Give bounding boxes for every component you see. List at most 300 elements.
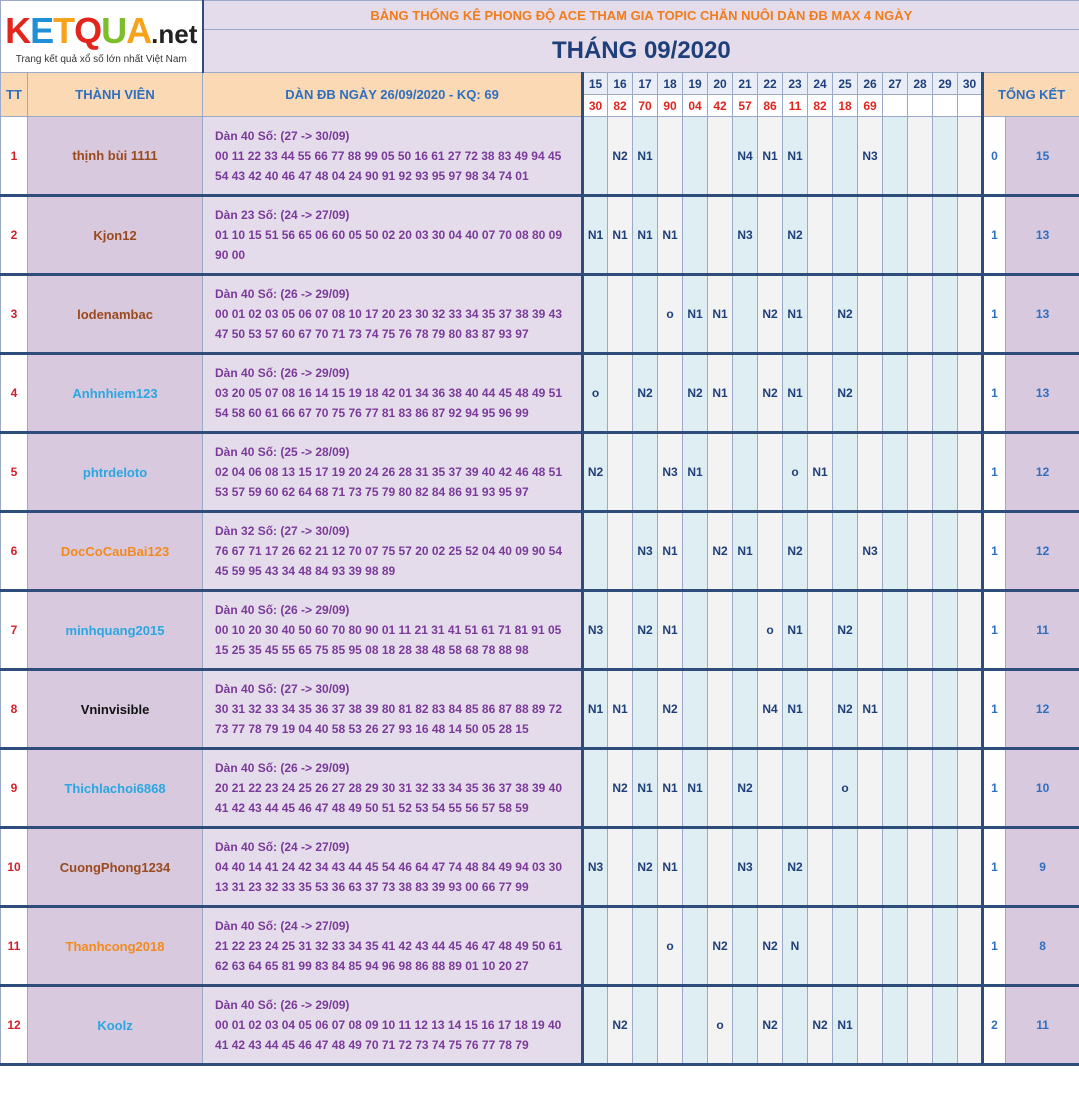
day-cell [658, 986, 683, 1065]
day-cell: N2 [583, 433, 608, 512]
day-result: 82 [808, 95, 833, 117]
day-cell: N1 [733, 512, 758, 591]
day-cell: N3 [733, 828, 758, 907]
day-cell [858, 828, 883, 907]
dan-line: 04 40 14 41 24 42 34 43 44 45 54 46 64 47 74 48 84 49 94 03 30 [215, 860, 562, 874]
day-cell [933, 196, 958, 275]
logo-letter: K [5, 10, 31, 51]
day-cell [883, 117, 908, 196]
day-cell [733, 907, 758, 986]
day-cell [908, 986, 933, 1065]
total-miss: 0 [983, 117, 1006, 196]
header-dan: DÀN ĐB NGÀY 26/09/2020 - KQ: 69 [203, 73, 583, 117]
total-miss: 1 [983, 907, 1006, 986]
table-row [1, 354, 1079, 433]
day-cell [833, 907, 858, 986]
day-cell [908, 433, 933, 512]
dan-line: 76 67 71 17 26 62 21 12 70 07 75 57 20 02 25 52 04 40 09 90 54 [215, 544, 562, 558]
day-cell [633, 907, 658, 986]
day-cell: N2 [783, 828, 808, 907]
table-row [1, 907, 1079, 986]
day-header: 21 [733, 73, 758, 95]
day-cell [858, 986, 883, 1065]
dan-numbers [203, 275, 583, 354]
dan-title: Dàn 40 Số: (24 -> 27/09) [215, 840, 350, 854]
row-number: 7 [1, 591, 28, 670]
table-row [1, 117, 1079, 196]
day-cell [708, 117, 733, 196]
day-cell [808, 670, 833, 749]
day-cell [658, 117, 683, 196]
day-cell: N1 [608, 670, 633, 749]
row-number: 4 [1, 354, 28, 433]
day-cell: N1 [683, 433, 708, 512]
day-cell: N2 [758, 275, 783, 354]
table-row [1, 591, 1079, 670]
dan-title: Dàn 32 Số: (27 -> 30/09) [215, 524, 350, 538]
dan-line: 45 59 95 43 34 48 84 93 39 98 89 [215, 564, 396, 578]
day-cell [633, 275, 658, 354]
day-cell: N4 [733, 117, 758, 196]
day-cell [833, 117, 858, 196]
logo-letter: U [101, 10, 127, 51]
day-cell: N1 [808, 433, 833, 512]
dan-line: 47 50 53 57 60 67 70 71 73 74 75 76 78 79 80 83 87 93 97 [215, 327, 529, 341]
day-cell [833, 828, 858, 907]
day-cell [583, 907, 608, 986]
dan-line: 41 42 43 44 45 46 47 48 49 50 51 52 53 54 55 56 57 58 59 [215, 801, 529, 815]
table-row [1, 670, 1079, 749]
day-cell: N1 [833, 986, 858, 1065]
dan-title: Dàn 40 Số: (26 -> 29/09) [215, 603, 350, 617]
dan-line: 03 20 05 07 08 16 14 15 19 18 42 01 34 36 38 40 44 45 48 49 51 [215, 386, 562, 400]
day-cell: N1 [583, 670, 608, 749]
day-cell [783, 986, 808, 1065]
table-row [1, 828, 1079, 907]
dan-title: Dàn 40 Số: (26 -> 29/09) [215, 761, 350, 775]
total-miss: 1 [983, 275, 1006, 354]
day-cell [933, 670, 958, 749]
dan-title: Dàn 40 Số: (25 -> 28/09) [215, 445, 350, 459]
day-cell: N2 [633, 591, 658, 670]
day-cell [958, 749, 983, 828]
day-cell [583, 986, 608, 1065]
day-cell [758, 196, 783, 275]
day-cell: N2 [758, 986, 783, 1065]
member-name: Anhnhiem123 [28, 354, 203, 433]
dan-line: 00 10 20 30 40 50 60 70 80 90 01 11 21 31 41 51 61 71 81 91 05 [215, 623, 562, 637]
day-cell: N2 [633, 354, 658, 433]
day-cell: N3 [658, 433, 683, 512]
day-cell: N1 [658, 749, 683, 828]
day-cell [808, 749, 833, 828]
day-cell [933, 828, 958, 907]
day-cell [883, 986, 908, 1065]
day-cell [933, 512, 958, 591]
day-cell [808, 275, 833, 354]
day-result: 11 [783, 95, 808, 117]
logo-tagline: Trang kết quả xổ số lớn nhất Việt Nam [15, 54, 187, 65]
day-cell: N3 [733, 196, 758, 275]
day-cell [908, 512, 933, 591]
table-subtitle: BẢNG THỐNG KÊ PHONG ĐỘ ACE THAM GIA TOPIC CHĂN NUÔI DÀN ĐB MAX 4 NGÀY [203, 1, 1079, 30]
logo-letter: Q [74, 10, 102, 51]
row-number: 12 [1, 986, 28, 1065]
dan-line: 13 31 23 32 33 35 53 36 63 37 73 38 83 39 93 00 66 77 99 [215, 880, 529, 894]
dan-numbers [203, 828, 583, 907]
day-cell [733, 670, 758, 749]
dan-line: 90 00 [215, 248, 246, 262]
row-number: 2 [1, 196, 28, 275]
dan-title: Dàn 40 Số: (26 -> 29/09) [215, 366, 350, 380]
day-cell [808, 907, 833, 986]
day-cell: N1 [658, 591, 683, 670]
day-cell: o [658, 275, 683, 354]
day-cell: N1 [783, 354, 808, 433]
total-score: 15 [1006, 117, 1079, 196]
day-cell [633, 986, 658, 1065]
day-cell [683, 907, 708, 986]
member-name: minhquang2015 [28, 591, 203, 670]
day-cell [808, 591, 833, 670]
day-result: 86 [758, 95, 783, 117]
day-cell [683, 196, 708, 275]
row-number: 9 [1, 749, 28, 828]
day-cell [933, 433, 958, 512]
day-cell [883, 433, 908, 512]
day-cell [708, 196, 733, 275]
day-cell [958, 117, 983, 196]
header-total: TỔNG KẾT [983, 73, 1079, 117]
day-header: 16 [608, 73, 633, 95]
day-cell: N1 [783, 670, 808, 749]
total-miss: 2 [983, 986, 1006, 1065]
total-miss: 1 [983, 591, 1006, 670]
day-cell [683, 591, 708, 670]
day-result [958, 95, 983, 117]
dan-numbers [203, 117, 583, 196]
dan-line: 53 57 59 60 62 64 68 71 73 75 79 80 82 84 86 91 93 95 97 [215, 485, 529, 499]
day-cell: N1 [658, 828, 683, 907]
day-cell [908, 670, 933, 749]
table-row [1, 986, 1079, 1065]
day-cell [883, 670, 908, 749]
day-result: 57 [733, 95, 758, 117]
dan-numbers [203, 749, 583, 828]
day-cell [883, 749, 908, 828]
day-cell: N4 [758, 670, 783, 749]
dan-title: Dàn 40 Số: (26 -> 29/09) [215, 998, 350, 1012]
day-cell [883, 828, 908, 907]
day-cell [633, 670, 658, 749]
day-cell [908, 907, 933, 986]
day-cell [933, 117, 958, 196]
row-number: 6 [1, 512, 28, 591]
day-cell: N2 [608, 117, 633, 196]
member-name: phtrdeloto [28, 433, 203, 512]
day-cell [758, 749, 783, 828]
dan-line: 41 42 43 44 45 46 47 48 49 70 71 72 73 74 75 76 77 78 79 [215, 1038, 529, 1052]
day-cell [608, 275, 633, 354]
month-title: THÁNG 09/2020 [203, 30, 1079, 73]
day-result: 82 [608, 95, 633, 117]
day-result: 69 [858, 95, 883, 117]
ketqua-logo [1, 10, 202, 51]
day-cell: N2 [783, 512, 808, 591]
day-cell [708, 828, 733, 907]
day-cell [808, 512, 833, 591]
day-cell [858, 907, 883, 986]
day-header: 19 [683, 73, 708, 95]
day-cell: N1 [633, 749, 658, 828]
day-cell: N1 [658, 196, 683, 275]
day-cell [858, 591, 883, 670]
day-cell [808, 117, 833, 196]
table-row [1, 275, 1079, 354]
day-cell [658, 354, 683, 433]
day-cell: o [758, 591, 783, 670]
row-number: 10 [1, 828, 28, 907]
total-score: 13 [1006, 354, 1079, 433]
day-result: 42 [708, 95, 733, 117]
day-cell: N1 [633, 117, 658, 196]
day-cell [958, 907, 983, 986]
header-member: THÀNH VIÊN [28, 73, 203, 117]
table-row [1, 512, 1079, 591]
day-header: 22 [758, 73, 783, 95]
day-header: 23 [783, 73, 808, 95]
day-cell [608, 512, 633, 591]
day-cell [608, 907, 633, 986]
day-cell [833, 196, 858, 275]
day-cell [958, 433, 983, 512]
day-cell: N1 [708, 354, 733, 433]
member-name: Koolz [28, 986, 203, 1065]
day-cell: N1 [783, 117, 808, 196]
dan-numbers [203, 354, 583, 433]
day-cell [908, 354, 933, 433]
row-number: 8 [1, 670, 28, 749]
day-header: 27 [883, 73, 908, 95]
table-row [1, 749, 1079, 828]
total-miss: 1 [983, 196, 1006, 275]
member-name: Kjon12 [28, 196, 203, 275]
day-cell [683, 986, 708, 1065]
day-cell: N [783, 907, 808, 986]
day-cell [708, 670, 733, 749]
dan-numbers [203, 907, 583, 986]
total-score: 10 [1006, 749, 1079, 828]
dan-line: 54 58 60 61 66 67 70 75 76 77 81 83 86 87 92 94 95 96 99 [215, 406, 529, 420]
day-cell [808, 354, 833, 433]
total-miss: 1 [983, 512, 1006, 591]
logo-suffix: .net [151, 19, 198, 49]
day-result [908, 95, 933, 117]
member-name: thịnh bùi 1111 [28, 117, 203, 196]
day-cell [708, 749, 733, 828]
dan-title: Dàn 40 Số: (27 -> 30/09) [215, 128, 350, 143]
dan-line: 02 04 06 08 13 15 17 19 20 24 26 28 31 35 37 39 40 42 46 48 51 [215, 465, 562, 479]
member-name: Thichlachoi6868 [28, 749, 203, 828]
day-cell: N2 [608, 986, 633, 1065]
day-cell [633, 433, 658, 512]
total-score: 11 [1006, 591, 1079, 670]
day-cell [583, 512, 608, 591]
dan-numbers [203, 196, 583, 275]
total-score: 13 [1006, 275, 1079, 354]
day-cell [958, 591, 983, 670]
day-cell [883, 196, 908, 275]
dan-line: 20 21 22 23 24 25 26 27 28 29 30 31 32 33 34 35 36 37 38 39 40 [215, 781, 562, 795]
dan-title: Dàn 40 Số: (26 -> 29/09) [215, 287, 350, 301]
dan-title: Dàn 40 Số: (24 -> 27/09) [215, 919, 350, 933]
day-cell: N2 [733, 749, 758, 828]
day-cell: N2 [833, 670, 858, 749]
total-score: 12 [1006, 512, 1079, 591]
day-cell [883, 512, 908, 591]
day-cell [908, 117, 933, 196]
day-cell [958, 986, 983, 1065]
logo-letter: A [126, 10, 152, 51]
day-header: 29 [933, 73, 958, 95]
day-cell [883, 907, 908, 986]
day-cell [808, 828, 833, 907]
total-miss: 1 [983, 749, 1006, 828]
day-cell [858, 354, 883, 433]
day-cell [883, 275, 908, 354]
day-cell [958, 512, 983, 591]
day-cell: N2 [633, 828, 658, 907]
day-cell: o [833, 749, 858, 828]
row-number: 5 [1, 433, 28, 512]
dan-numbers [203, 512, 583, 591]
day-cell [808, 196, 833, 275]
day-header: 25 [833, 73, 858, 95]
day-cell: o [783, 433, 808, 512]
day-cell: N1 [658, 512, 683, 591]
total-miss: 1 [983, 828, 1006, 907]
day-header: 26 [858, 73, 883, 95]
total-score: 8 [1006, 907, 1079, 986]
day-cell: N1 [708, 275, 733, 354]
day-cell [733, 591, 758, 670]
day-cell [758, 828, 783, 907]
dan-line: 00 11 22 33 44 55 66 77 88 99 05 50 16 61 27 72 38 83 49 94 45 [215, 148, 562, 163]
day-cell: N3 [858, 117, 883, 196]
header-tt: TT [1, 73, 28, 117]
total-miss: 1 [983, 433, 1006, 512]
day-header: 20 [708, 73, 733, 95]
day-cell [933, 275, 958, 354]
day-cell: N2 [708, 907, 733, 986]
day-cell: N2 [833, 591, 858, 670]
day-cell: N1 [858, 670, 883, 749]
day-cell [733, 275, 758, 354]
day-result: 70 [633, 95, 658, 117]
day-cell [608, 433, 633, 512]
day-cell [583, 275, 608, 354]
day-header: 30 [958, 73, 983, 95]
day-cell [908, 196, 933, 275]
day-header: 15 [583, 73, 608, 95]
day-cell: N1 [608, 196, 633, 275]
day-cell [683, 670, 708, 749]
day-cell: N2 [808, 986, 833, 1065]
day-cell [683, 828, 708, 907]
member-name: lodenambac [28, 275, 203, 354]
day-cell: N1 [633, 196, 658, 275]
dan-numbers [203, 591, 583, 670]
dan-line: 54 43 42 40 46 47 48 04 24 90 91 92 93 95 97 98 34 74 01 [215, 168, 529, 183]
row-number: 3 [1, 275, 28, 354]
day-cell: N1 [683, 749, 708, 828]
day-cell: N2 [683, 354, 708, 433]
day-cell [708, 591, 733, 670]
day-cell [958, 196, 983, 275]
day-cell [608, 828, 633, 907]
dan-numbers [203, 986, 583, 1065]
day-cell: N2 [833, 275, 858, 354]
day-cell: N2 [658, 670, 683, 749]
day-cell [933, 749, 958, 828]
day-cell: N1 [583, 196, 608, 275]
day-cell [583, 117, 608, 196]
day-cell: N3 [858, 512, 883, 591]
day-result: 18 [833, 95, 858, 117]
day-result: 30 [583, 95, 608, 117]
day-cell [683, 117, 708, 196]
total-miss: 1 [983, 670, 1006, 749]
dan-line: 21 22 23 24 25 31 32 33 34 35 41 42 43 44 45 46 47 48 49 50 61 [215, 939, 562, 953]
day-cell: N1 [783, 591, 808, 670]
day-result: 90 [658, 95, 683, 117]
day-cell [908, 591, 933, 670]
day-cell [933, 986, 958, 1065]
day-cell: N2 [708, 512, 733, 591]
day-cell [683, 512, 708, 591]
day-cell [758, 512, 783, 591]
total-score: 11 [1006, 986, 1079, 1065]
member-name: Thanhcong2018 [28, 907, 203, 986]
dan-line: 00 01 02 03 05 06 07 08 10 17 20 23 30 32 33 34 35 37 38 39 43 [215, 307, 562, 321]
logo-letter: E [30, 10, 54, 51]
day-cell: N1 [683, 275, 708, 354]
row-number: 1 [1, 117, 28, 196]
day-cell [958, 670, 983, 749]
day-cell: N3 [633, 512, 658, 591]
day-cell [758, 433, 783, 512]
day-cell [933, 591, 958, 670]
day-cell [858, 275, 883, 354]
dan-line: 62 63 64 65 81 99 83 84 85 94 96 98 86 88 89 01 10 20 27 [215, 959, 529, 973]
day-cell [733, 986, 758, 1065]
total-score: 9 [1006, 828, 1079, 907]
table-row [1, 433, 1079, 512]
day-cell: N2 [758, 354, 783, 433]
day-cell [908, 275, 933, 354]
day-cell [733, 433, 758, 512]
day-cell [958, 828, 983, 907]
day-cell [958, 354, 983, 433]
day-cell: N2 [758, 907, 783, 986]
day-result [883, 95, 908, 117]
day-cell: N2 [608, 749, 633, 828]
day-header: 17 [633, 73, 658, 95]
day-cell [583, 749, 608, 828]
member-name: CuongPhong1234 [28, 828, 203, 907]
dan-line: 73 77 78 79 19 04 40 58 53 26 27 93 16 48 14 50 05 28 15 [215, 722, 529, 736]
dan-title: Dàn 23 Số: (24 -> 27/09) [215, 208, 350, 222]
